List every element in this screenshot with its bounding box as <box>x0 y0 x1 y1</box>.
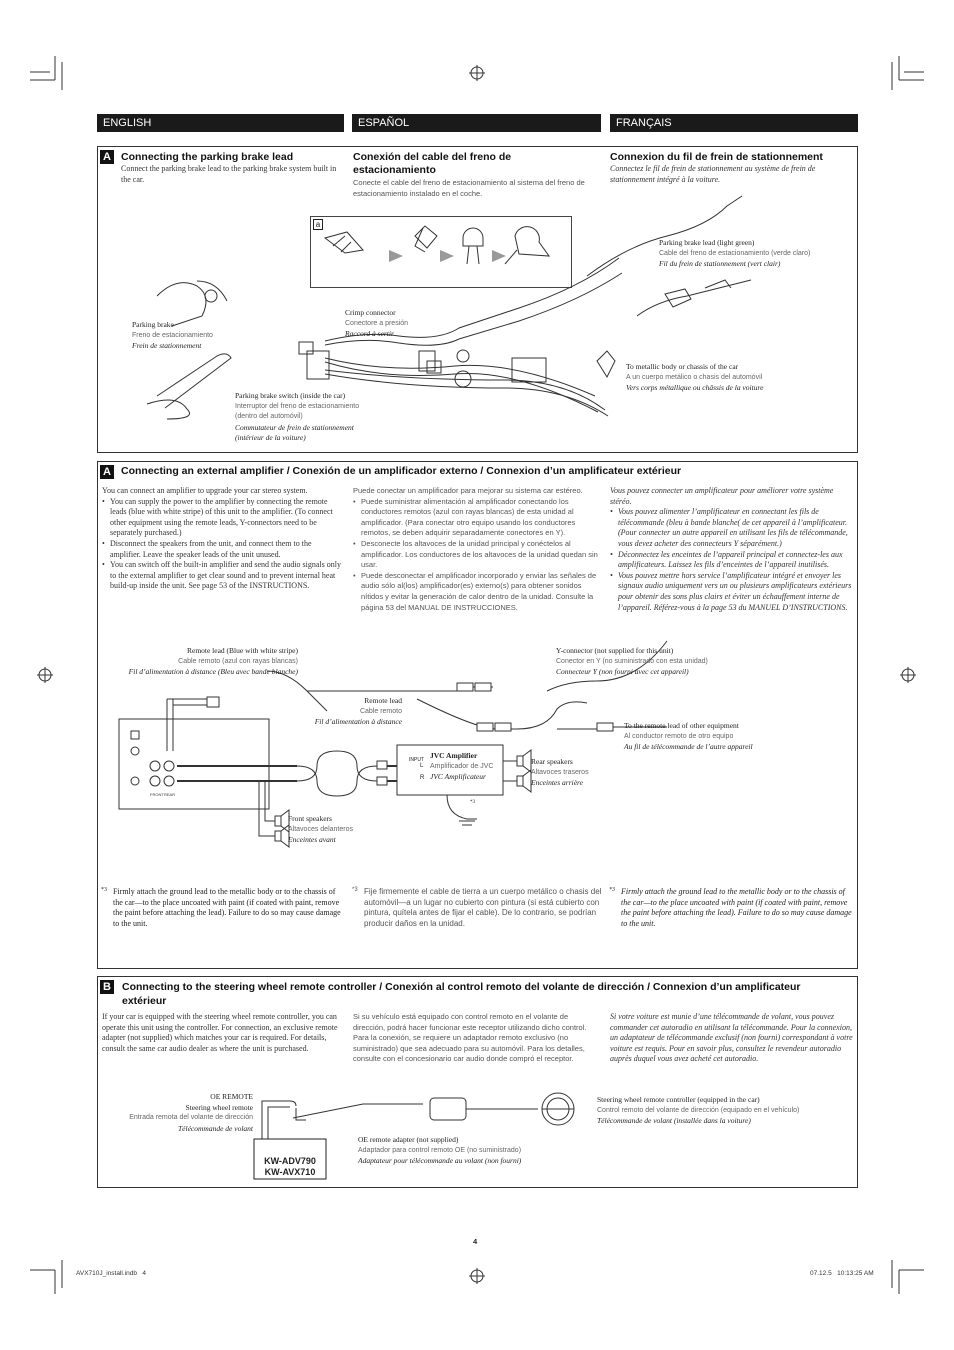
amplifier-text-es: Puede conectar un amplificador para mejorar su sistema car estéreo. • Puede suministrar alimentación al amplificador conectando los conductores remotos (azul con rayas blancas) de esta unidad al amplificador. (Para conectar otro equipo usando los conductores remotos, se deben adquirir separadamente conectores en Y). • Desconecte los altavoces de la unidad principal y conéctelos al amplificador. Los conductores de los altavoces de la unidad quedan sin usar. • Puede desconectar el amplificador incorporado y enviar las señales de audio sólo al(los) amplificador(es) externo(s) para obtener sonidos nítidos y evitar la generación de calor dentro de la unidad. Consulte la página 53 del MANUAL DE INSTRUCCIONES. <box>353 486 601 613</box>
inset-badge: a <box>313 219 323 230</box>
steering-wheel-text-es: Si su vehículo está equipado con control remoto en el volante de dirección, podrá hacer funcionar este receptor utilizando dicho control. Para la conexión, se requiere un adaptador remoto exclusivo (no suministrado) que sea adecuado para su automóvil. Para los detalles, consulte con el concesionario car audio donde compró el receptor. <box>353 1012 587 1064</box>
parking-brake-body-fr: Connectez le fil de frein de stationnement au système de frein de stationnement intégré à la voiture. <box>610 164 816 184</box>
label-parking-brake-lead: Parking brake lead (light green) Cable del freno de estacionamiento (verde claro) Fil du frein de stationnement (vert clair) <box>659 238 811 268</box>
footer-file: AVX710J_install.indb 4 <box>76 1270 146 1277</box>
label-remote-lead: Remote lead Cable remoto Fil d’alimentation à distance <box>314 696 402 726</box>
footer-timestamp: 07.12.5 10:13:25 AM <box>810 1270 874 1277</box>
amp-input-l: L <box>420 763 424 769</box>
label-jvc-amplifier: JVC Amplifier Amplificador de JVC JVC Amplificateur <box>430 751 494 781</box>
parking-brake-diagram <box>97 146 858 453</box>
amplifier-title: Connecting an external amplifier / Conexión de un amplificador externo / Connexion d’un amplificateur extérieur <box>121 465 682 477</box>
label-parking-brake-switch: Parking brake switch (inside the car) Interruptor del freno de estacionamiento (dentro del automóvil) Commutateur de frein de stationnement (intérieur de la voiture) <box>235 391 360 442</box>
footnote-fr: *3 Firmly attach the ground lead to the metallic body or to the chassis of the car—to the place uncoated with paint (if coated with paint, remove the paint before attaching the lead). Failure to do so may cause damage to the unit. <box>609 887 852 928</box>
section-badge-b: B <box>100 980 114 994</box>
amplifier-text-fr: Vous pouvez connecter un amplificateur pour améliorer votre système stéréo. • Vous pouvez alimenter l’amplificateur en connectant les fils de télécommande (bleu à bande blanche( de cet appareil à l’amplificateur. (Pour connecter un autre appareil en utilisant les fils de télécommande, vous devez acheter des connecteurs Y séparément.) • Déconnectez les enceintes de l’appareil principal et connectez-les aux amplificateurs. Laissez les fils d’enceintes de l’appareil inutilisés. • Vous pouvez mettre hors service l’amplificateur intégré et envoyer les signaux audio uniquement vers un ou plusieurs amplificateurs extérieurs pour obtenir des sons plus clairs et éviter un échauffement interne de l’appareil. Référez-vous à la page 53 du MANUEL D’INSTRUCTIONS. <box>610 486 853 613</box>
parking-brake-body-es: Conecte el cable del freno de estacionamiento al sistema del freno de estacionamiento instalado en el coche. <box>353 178 585 198</box>
label-oe-remote: OE REMOTE Steering wheel remote Entrada remota del volante de dirección Télécommande de volant <box>129 1092 253 1133</box>
footnote-es: *3 Fije firmemente el cable de tierra a un cuerpo metálico o chasis del automóvil—a un lugar no cubierto con pintura (si está cubierto con pintura, quítela antes de fijar el cable). De lo contrario, se podrían producir daños en la unidad. <box>352 887 602 928</box>
section-badge-a: A <box>100 465 114 479</box>
label-front-speakers: Front speakers Altavoces delanteros Enceintes avant <box>288 814 353 844</box>
footnote-en: *3 Firmly attach the ground lead to the metallic body or to the chassis of the car—to the place uncoated with paint (if coated with paint, remove the paint before attaching the lead). Failure to do so may cause damage to the unit. <box>101 887 341 928</box>
steering-wheel-text-en: If your car is equipped with the steering wheel remote controller, you can operate this unit using the controller. For connection, an exclusive remote adapter (not supplied) which matches your car is required. For details, consult the same car audio dealer as where the unit is purchased. <box>102 1012 338 1053</box>
amp-input-label: INPUT <box>409 757 424 763</box>
panel-rear-label: REAR <box>164 792 176 797</box>
panel-front-label: FRONT <box>150 792 164 797</box>
lang-bar-espanol: ESPAÑOL <box>352 114 601 132</box>
parking-brake-title-fr: Connexion du fil de frein de stationnement <box>610 151 823 163</box>
lang-bar-english: ENGLISH <box>97 114 344 132</box>
parking-brake-title-en: Connecting the parking brake lead <box>121 151 294 163</box>
label-remote-lead-stripe: Remote lead (Blue with white stripe) Cable remoto (azul con rayas blancas) Fil d’alimentation à distance (Bleu avec bande blanche) <box>128 646 298 676</box>
label-rear-speakers: Rear speakers Altavoces traseros Enceintes arrière <box>531 757 589 787</box>
section-badge-a: A <box>100 150 114 164</box>
label-oe-remote-adapter: OE remote adapter (not supplied) Adaptador para control remoto OE (no suministrado) Adaptateur pour télécommande au volant (non fourni) <box>358 1135 522 1165</box>
footnote-marker: *3 <box>470 800 475 805</box>
parking-brake-title-es: Conexión del cable del freno de estacionamiento <box>353 151 512 176</box>
amplifier-text-en: You can connect an amplifier to upgrade your car stereo system. • You can supply the power to the amplifier by connecting the remote leads (blue with white stripe) of this unit to the amplifier. (To connect other equipment using the remote leads, Y-connectors need to be separately purchased.) • Disconnect the speakers from the unit, and connect them to the amplifier. Leave the speaker leads of the unit unused. • You can switch off the built-in amplifier and send the audio signals only to the external amplifier to get clear sound and to prevent internal heat build-up inside the unit. See page 53 of the INSTRUCTIONS. <box>102 486 342 592</box>
steering-wheel-title: Connecting to the steering wheel remote controller / Conexión al control remoto del volante de dirección / Connexion d’un amplificateur extérieur <box>122 981 801 1007</box>
label-other-equipment: To the remote lead of other equipment Al conductor remoto de otro equipo Au fil de télécommande de l’autre appareil <box>624 721 753 751</box>
steering-wheel-text-fr: Si votre voiture est munie d’une télécommande de volant, vous pouvez commander cet autoradio en utilisant la télécommande. Pour la connexion, un adaptateur de télécommande exclusif (non fourni) correspondant à votre voiture est requis. Pour en savoir plus, consultez le revendeur autoradio auprès duquel vous avez acheté cet autoradio. <box>610 1012 853 1064</box>
parking-brake-body-en: Connect the parking brake lead to the parking brake system built in the car. <box>121 164 337 184</box>
page-number: 4 <box>473 1237 478 1246</box>
label-chassis: To metallic body or chassis of the car A un cuerpo metálico o chasis del automóvil Vers corps métallique ou châssis de la voiture <box>626 362 764 392</box>
amp-input-r: R <box>420 775 425 781</box>
label-y-connector: Y-connector (not supplied for this unit) Conector en Y (no suministrado con esta unidad) Connecteur Y (non fourni avec cet appareil) <box>556 646 708 676</box>
label-steering-controller: Steering wheel remote controller (equipped in the car) Control remoto del volante de dirección (equipado en el vehículo) Télécommande de volant (installée dans la voiture) <box>597 1095 800 1125</box>
lang-bar-francais: FRANÇAIS <box>610 114 858 132</box>
label-crimp-connector: Crimp connector Conectore a presión Raccord à sertir <box>345 308 409 338</box>
model-numbers: KW-ADV790 KW-AVX710 <box>264 1156 316 1177</box>
label-parking-brake: Parking brake Freno de estacionamiento Frein de stationnement <box>132 320 213 350</box>
